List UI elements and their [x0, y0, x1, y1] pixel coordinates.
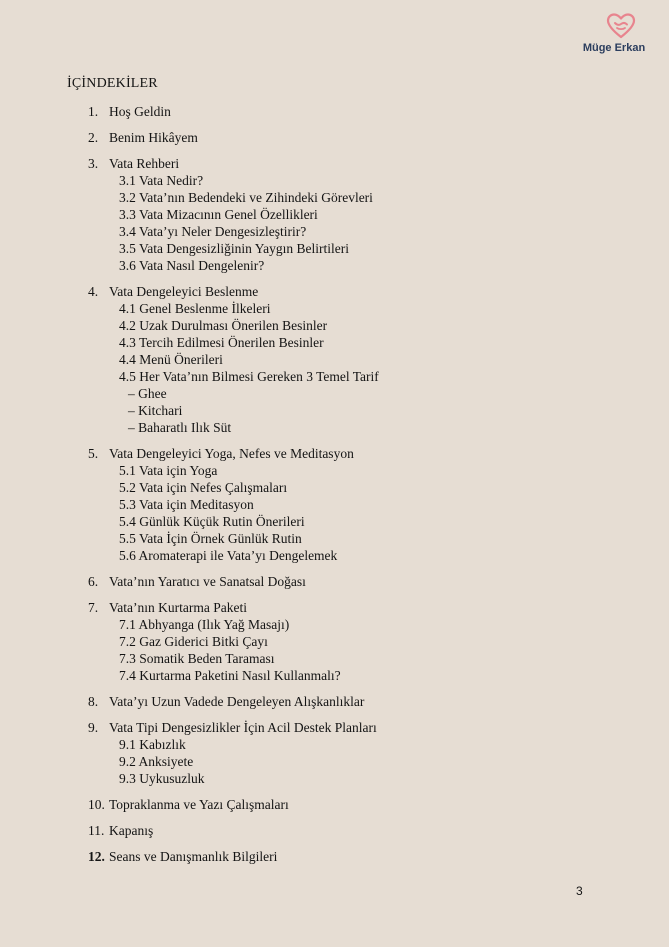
- chapter-number: 5.: [88, 446, 99, 461]
- toc-chapter-12: [88, 848, 608, 865]
- chapter-number: 3.: [88, 156, 99, 171]
- toc-subsection: 4.5 Her Vata’nın Bilmesi Gereken 3 Temel Tarif: [119, 369, 379, 384]
- toc-subsection: 3.4 Vata’yı Neler Dengesizleştirir?: [119, 224, 307, 239]
- toc-subsection: 3.6 Vata Nasıl Dengelenir?: [119, 258, 265, 273]
- toc-chapter-10: [88, 796, 608, 813]
- toc-subsection: 4.1 Genel Beslenme İlkeleri: [119, 301, 271, 316]
- toc-subsection: 3.3 Vata Mizacının Genel Özellikleri: [119, 207, 318, 222]
- toc-recipe-item: – Ghee: [128, 386, 167, 401]
- toc-subsection: 4.2 Uzak Durulması Önerilen Besinler: [119, 318, 328, 333]
- heart-logo-icon: [606, 12, 636, 40]
- chapter-title: Vata’yı Uzun Vadede Dengeleyen Alışkanlıklar: [109, 694, 365, 709]
- table-of-contents: [88, 103, 608, 865]
- toc-subsection: 7.2 Gaz Giderici Bitki Çayı: [119, 634, 268, 649]
- chapter-number: 8.: [88, 694, 99, 709]
- toc-chapter-4: [88, 283, 608, 436]
- toc-chapter-6: [88, 573, 608, 590]
- toc-subsection: 5.5 Vata İçin Örnek Günlük Rutin: [119, 531, 302, 546]
- chapter-title: Vata Dengeleyici Beslenme: [109, 284, 259, 299]
- toc-chapter-5: [88, 445, 608, 564]
- toc-recipe-item: – Kitchari: [128, 403, 183, 418]
- toc-subsection: 7.4 Kurtarma Paketini Nasıl Kullanmalı?: [119, 668, 341, 683]
- toc-subsection: 9.2 Anksiyete: [119, 754, 194, 769]
- chapter-title: Vata’nın Kurtarma Paketi: [109, 600, 247, 615]
- chapter-number: 7.: [88, 600, 99, 615]
- toc-chapter-3: [88, 155, 608, 274]
- chapter-title: Kapanış: [109, 823, 154, 838]
- toc-subsection: 5.1 Vata için Yoga: [119, 463, 218, 478]
- page-number: 3: [576, 884, 583, 898]
- chapter-number: 1.: [88, 104, 99, 119]
- toc-chapter-11: [88, 822, 608, 839]
- chapter-title: Vata Tipi Dengesizlikler İçin Acil Destek Planları: [109, 720, 377, 735]
- toc-subsection: 7.1 Abhyanga (Ilık Yağ Masajı): [119, 617, 290, 632]
- chapter-title: Seans ve Danışmanlık Bilgileri: [109, 849, 278, 864]
- chapter-number: 4.: [88, 284, 99, 299]
- toc-chapter-1: [88, 103, 608, 120]
- toc-chapter-7: [88, 599, 608, 684]
- chapter-number: 6.: [88, 574, 99, 589]
- chapter-title: Topraklanma ve Yazı Çalışmaları: [109, 797, 289, 812]
- toc-chapter-8: [88, 693, 608, 710]
- toc-subsection: 3.2 Vata’nın Bedendeki ve Zihindeki Görevleri: [119, 190, 373, 205]
- toc-chapter-2: [88, 129, 608, 146]
- toc-subsection: 5.6 Aromaterapi ile Vata’yı Dengelemek: [119, 548, 338, 563]
- chapter-title: Benim Hikâyem: [109, 130, 198, 145]
- chapter-number: 10.: [88, 797, 105, 812]
- chapter-number: 12.: [88, 849, 105, 864]
- toc-recipe-item: – Baharatlı Ilık Süt: [128, 420, 232, 435]
- chapter-number: 11.: [88, 823, 105, 838]
- logo-text: Müge Erkan: [582, 42, 646, 54]
- chapter-title: Vata’nın Yaratıcı ve Sanatsal Doğası: [109, 574, 306, 589]
- toc-subsection: 4.3 Tercih Edilmesi Önerilen Besinler: [119, 335, 324, 350]
- toc-subsection: 7.3 Somatik Beden Taraması: [119, 651, 275, 666]
- toc-subsection: 4.4 Menü Önerileri: [119, 352, 223, 367]
- chapter-title: Hoş Geldin: [109, 104, 171, 119]
- toc-subsection: 9.3 Uykusuzluk: [119, 771, 205, 786]
- chapter-number: 9.: [88, 720, 99, 735]
- toc-title: İÇİNDEKİLER: [67, 76, 158, 91]
- chapter-title: Vata Dengeleyici Yoga, Nefes ve Meditasyon: [109, 446, 354, 461]
- toc-chapter-9: [88, 719, 608, 787]
- toc-subsection: 3.1 Vata Nedir?: [119, 173, 204, 188]
- brand-logo: [582, 12, 652, 54]
- toc-subsection: 3.5 Vata Dengesizliğinin Yaygın Belirtileri: [119, 241, 349, 256]
- toc-subsection: 5.2 Vata için Nefes Çalışmaları: [119, 480, 288, 495]
- chapter-number: 2.: [88, 130, 99, 145]
- toc-subsection: 5.4 Günlük Küçük Rutin Önerileri: [119, 514, 305, 529]
- chapter-title: Vata Rehberi: [109, 156, 180, 171]
- toc-subsection: 9.1 Kabızlık: [119, 737, 186, 752]
- toc-subsection: 5.3 Vata için Meditasyon: [119, 497, 254, 512]
